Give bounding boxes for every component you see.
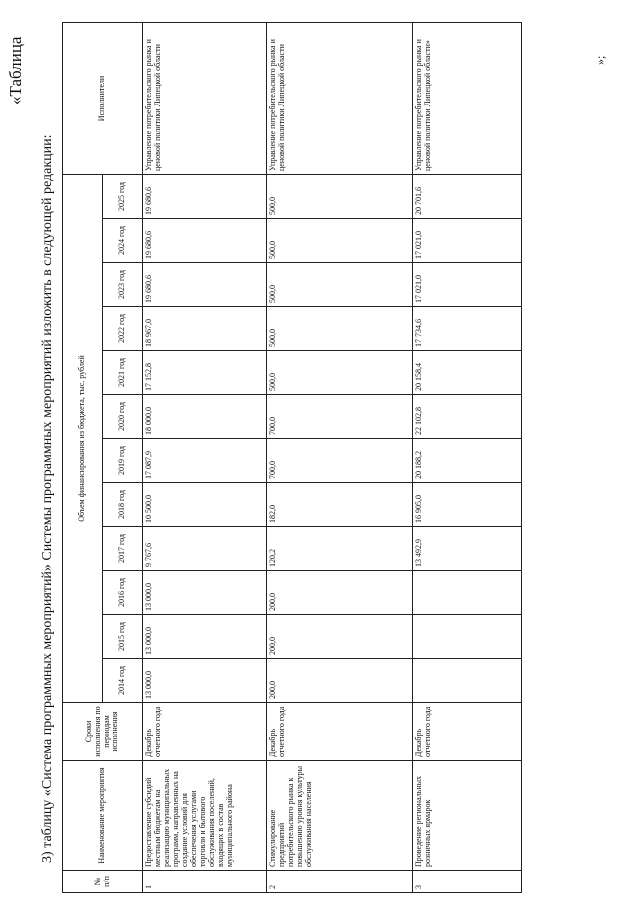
row-value: 500,0 <box>267 174 413 218</box>
row-value: 200,0 <box>267 571 413 615</box>
header-year: 2017 год <box>103 527 143 571</box>
table-row <box>267 22 413 892</box>
row-deadline: Декабрь отчетного года <box>267 703 413 761</box>
header-year: 2018 год <box>103 483 143 527</box>
row-value: 500,0 <box>267 219 413 263</box>
row-value: 19 680,6 <box>143 263 267 307</box>
header-executor: Исполнители <box>63 22 143 174</box>
row-value: 182,0 <box>267 483 413 527</box>
row-executor: Управление потребительского рынка и ценовой политики Липецкой области <box>143 22 267 174</box>
header-year: 2014 год <box>103 659 143 703</box>
row-value: 13 000,0 <box>143 615 267 659</box>
row-executor: Управление потребительского рынка и ценовой политики Липецкой области <box>267 22 413 174</box>
row-deadline: Декабрь отчетного года <box>143 703 267 761</box>
header-year: 2020 год <box>103 395 143 439</box>
row-value: 18 000,0 <box>143 395 267 439</box>
closing-mark: »; <box>593 55 607 65</box>
header-deadline: Сроки исполнения по периодам исполнения <box>63 703 143 761</box>
row-value: 18 967,0 <box>143 307 267 351</box>
row-value: 700,0 <box>267 395 413 439</box>
row-value: 500,0 <box>267 263 413 307</box>
row-value: 200,0 <box>267 615 413 659</box>
row-num: 1 <box>143 871 267 893</box>
header-year: 2021 год <box>103 351 143 395</box>
row-deadline: Декабрь отчетного года <box>413 703 522 761</box>
row-value: 17 152,8 <box>143 351 267 395</box>
header-year: 2019 год <box>103 439 143 483</box>
header-year: 2024 год <box>103 219 143 263</box>
header-year: 2025 год <box>103 174 143 218</box>
row-value: 120,2 <box>267 527 413 571</box>
row-value <box>413 659 522 703</box>
row-value: 13 000,0 <box>143 659 267 703</box>
row-name: Предоставление субсидий местным бюджетам на реализацию муниципальных программ, направленных на создание условий для обеспечения услугами торговли и бытового обслуживания поселений, входящих в состав муниципального района <box>143 761 267 871</box>
table-caption: «Таблица <box>6 36 25 105</box>
row-value: 19 680,6 <box>143 174 267 218</box>
row-value: 17 021,0 <box>413 219 522 263</box>
header-num: № п/п <box>63 871 143 893</box>
row-value: 9 767,6 <box>143 527 267 571</box>
row-num: 3 <box>413 871 522 893</box>
table-row <box>143 22 267 892</box>
row-num: 2 <box>267 871 413 893</box>
row-value: 19 680,6 <box>143 219 267 263</box>
row-value: 17 021,0 <box>413 263 522 307</box>
header-year: 2023 год <box>103 263 143 307</box>
row-value <box>413 571 522 615</box>
row-name: Проведение региональных розничных ярмарок <box>413 761 522 871</box>
row-value <box>413 615 522 659</box>
row-value: 13 000,0 <box>143 571 267 615</box>
row-value: 16 905,0 <box>413 483 522 527</box>
row-value: 500,0 <box>267 351 413 395</box>
header-funding: Объем финансирования из бюджета, тыс. рублей <box>63 174 103 702</box>
row-value: 17 087,9 <box>143 439 267 483</box>
header-year: 2015 год <box>103 615 143 659</box>
row-value: 10 500,0 <box>143 483 267 527</box>
intro-paragraph: 3) таблицу «Система программных мероприятий» Системы программных мероприятий изложить в следующей редакции: <box>40 134 55 863</box>
row-value: 20 158,4 <box>413 351 522 395</box>
row-value: 700,0 <box>267 439 413 483</box>
header-name: Наименование мероприятия <box>63 761 143 871</box>
header-year: 2022 год <box>103 307 143 351</box>
header-year: 2016 год <box>103 571 143 615</box>
row-value: 20 701,6 <box>413 174 522 218</box>
program-measures-table <box>62 22 522 893</box>
table-row <box>413 22 522 892</box>
row-value: 13 492,9 <box>413 527 522 571</box>
row-value: 20 188,2 <box>413 439 522 483</box>
row-value: 500,0 <box>267 307 413 351</box>
row-name: Стимулирование предприятий потребительского рынка к повышению уровня культуры обслуживания населения <box>267 761 413 871</box>
row-executor: Управление потребительского рынка и ценовой политики Липецкой области» <box>413 22 522 174</box>
row-value: 200,0 <box>267 659 413 703</box>
row-value: 22 102,8 <box>413 395 522 439</box>
row-value: 17 734,6 <box>413 307 522 351</box>
